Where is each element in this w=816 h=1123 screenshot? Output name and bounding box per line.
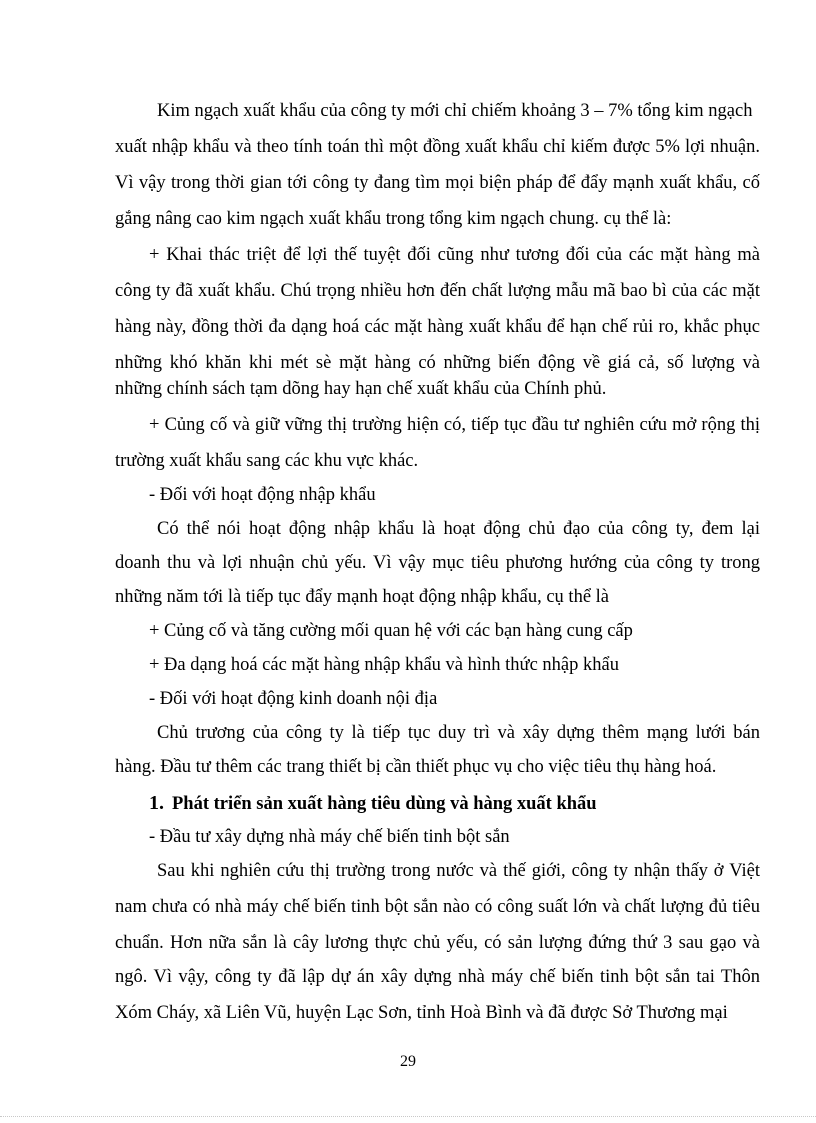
section-heading [149,791,760,816]
paragraph-line: hàng này, đồng thời đa dạng hoá các mặt hàng xuất khẩu để hạn chế rủi ro, khắc phục [115,317,760,337]
paragraph-line: những năm tới là tiếp tục đẩy mạnh hoạt động nhập khẩu, cụ thể là [115,587,610,607]
paragraph-line: những khó khăn khi mét sè mặt hàng có những biến động về giá cả, số lượng và [115,353,760,373]
section-number: 1. [149,792,164,814]
paragraph-line: Xóm Cháy, xã Liên Vũ, huyện Lạc Sơn, tỉnh Hoà Bình và đã được Sở Thương mại [115,1003,728,1023]
paragraph-line: + Khai thác triệt để lợi thế tuyệt đối cũng như tương đối của các mặt hàng mà [149,245,760,265]
paragraph-line: trường xuất khẩu sang các khu vực khác. [115,451,419,471]
paragraph-line: gắng nâng cao kim ngạch xuất khẩu trong tổng kim ngạch chung. cụ thể là: [115,209,672,229]
page-number: 29 [400,1053,416,1070]
paragraph-line: công ty đã xuất khẩu. Chú trọng nhiều hơn đến chất lượng mẫu mã bao bì của các mặt [115,281,760,301]
subsection-label: - Đối với hoạt động nhập khẩu [149,485,376,505]
paragraph-line: chuẩn. Hơn nữa sắn là cây lương thực chủ yếu, có sản lượng đứng thứ 3 sau gạo và [115,933,760,953]
paragraph-line: xuất nhập khẩu và theo tính toán thì một đồng xuất khẩu chỉ kiếm được 5% lợi nhuận. [115,137,760,157]
paragraph-line: Vì vậy trong thời gian tới công ty đang tìm mọi biện pháp để đẩy mạnh xuất khẩu, cố [115,173,760,193]
paragraph-line: nam chưa có nhà máy chế biến tinh bột sắn nào có công suất lớn và chất lượng đủ tiêu [115,897,760,917]
paragraph-line: hàng. Đầu tư thêm các trang thiết bị cần thiết phục vụ cho việc tiêu thụ hàng hoá. [115,757,717,777]
paragraph-line: Sau khi nghiên cứu thị trường trong nước và thế giới, công ty nhận thấy ở Việt [157,861,760,881]
section-title: Phát triển sản xuất hàng tiêu dùng và hàng xuất khẩu [172,794,597,814]
paragraph-line: ngô. Vì vậy, công ty đã lập dự án xây dựng nhà máy chế biến tinh bột sắn tai Thôn [115,967,760,987]
list-item: + Củng cố và tăng cường mối quan hệ với các bạn hàng cung cấp [149,621,633,641]
paragraph-line: Có thể nói hoạt động nhập khẩu là hoạt động chủ đạo của công ty, đem lại [157,519,760,539]
page-bottom-divider [0,1116,816,1117]
list-item: + Đa dạng hoá các mặt hàng nhập khẩu và hình thức nhập khẩu [149,655,619,675]
paragraph-line: + Củng cố và giữ vững thị trường hiện có, tiếp tục đầu tư nghiên cứu mở rộng thị [149,415,760,435]
subsection-label: - Đầu tư xây dựng nhà máy chế biến tinh bột sắn [149,827,510,847]
subsection-label: - Đối với hoạt động kinh doanh nội địa [149,689,438,709]
paragraph-line: doanh thu và lợi nhuận chủ yếu. Vì vậy mục tiêu phương hướng của công ty trong [115,553,760,573]
paragraph-line: những chính sách tạm dõng hay hạn chế xuất khẩu của Chính phủ. [115,379,607,399]
paragraph-line: Chủ trương của công ty là tiếp tục duy trì và xây dựng thêm mạng lưới bán [157,723,760,743]
paragraph-line: Kim ngạch xuất khẩu của công ty mới chỉ chiếm khoảng 3 – 7% tổng kim ngạch [157,101,753,121]
